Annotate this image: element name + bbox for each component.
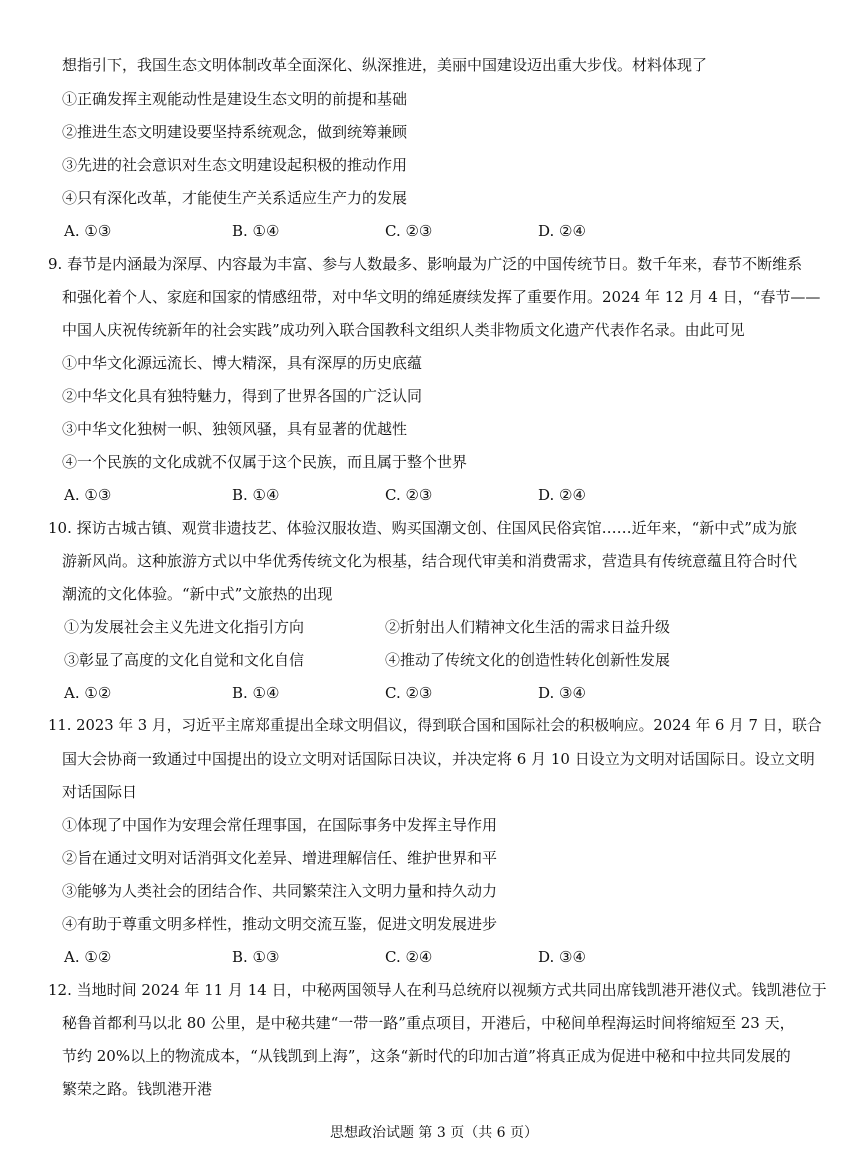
q11-option-b: B. ①③ [232,948,280,966]
q9-option-d: D. ②④ [538,486,586,504]
q9-item-2: ②中华文化具有独特魅力，得到了世界各国的广泛认同 [62,387,423,405]
q9-stem-line-1: 9. 春节是内涵最为深厚、内容最为丰富、参与人数最多、影响最为广泛的中国传统节日。数千年来，春节不断维系 [48,255,803,273]
q11-item-4: ④有助于尊重文明多样性，推动文明交流互鉴，促进文明发展进步 [62,915,498,933]
q9-stem-line-3: 中国人庆祝传统新年的社会实践”成功列入联合国教科文组织人类非物质文化遗产代表作名录。由此可见 [62,321,745,339]
q8-item-1: ①正确发挥主观能动性是建设生态文明的前提和基础 [62,90,408,108]
q11-item-2: ②旨在通过文明对话消弭文化差异、增进理解信任、维护世界和平 [62,849,498,867]
q8-stem-tail: 想指引下，我国生态文明体制改革全面深化、纵深推进，美丽中国建设迈出重大步伐。材料体现了 [62,56,708,74]
q10-item-4: ④推动了传统文化的创造性转化创新性发展 [385,651,671,669]
q11-option-d: D. ③④ [538,948,586,966]
q8-option-c: C. ②③ [385,222,433,240]
q9-option-a: A. ①③ [64,486,112,504]
q11-stem-line-1: 11. 2023 年 3 月，习近平主席郑重提出全球文明倡议，得到联合国和国际社会的积极响应。2024 年 6 月 7 日，联合 [48,717,822,734]
q10-stem-line-2: 游新风尚。这种旅游方式以中华优秀传统文化为根基，结合现代审美和消费需求，营造具有传统意蕴且符合时代 [62,552,798,570]
q11-stem-line-3: 对话国际日 [62,783,138,801]
q10-option-c: C. ②③ [385,684,433,702]
q8-option-b: B. ①④ [232,222,280,240]
q11-option-c: C. ②④ [385,948,433,966]
q10-option-a: A. ①② [64,684,112,702]
q9-stem-line-2: 和强化着个人、家庭和国家的情感纽带，对中华文明的绵延赓续发挥了重要作用。2024 年 12 月 4 日，“春节—— [62,288,821,306]
q10-option-b: B. ①④ [232,684,280,702]
q8-item-2: ②推进生态文明建设要坚持系统观念，做到统筹兼顾 [62,123,408,141]
q11-item-3: ③能够为人类社会的团结合作、共同繁荣注入文明力量和持久动力 [62,882,498,900]
q10-option-d: D. ③④ [538,684,586,702]
q8-item-4: ④只有深化改革，才能使生产关系适应生产力的发展 [62,189,408,207]
q10-item-1: ①为发展社会主义先进文化指引方向 [64,618,305,636]
q8-option-d: D. ②④ [538,222,586,240]
q9-item-3: ③中华文化独树一帜、独领风骚，具有显著的优越性 [62,420,408,438]
q11-option-a: A. ①② [64,948,112,966]
q10-item-3: ③彰显了高度的文化自觉和文化自信 [64,651,305,669]
q9-option-c: C. ②③ [385,486,433,504]
q12-stem-line-3: 节约 20%以上的物流成本，“从钱凯到上海”，这条“新时代的印加古道”将真正成为促进中秘和中拉共同发展的 [62,1047,791,1065]
q8-option-a: A. ①③ [64,222,112,240]
q12-stem-line-1: 12. 当地时间 2024 年 11 月 14 日，中秘两国领导人在利马总统府以视频方式共同出席钱凯港开港仪式。钱凯港位于 [48,981,827,999]
q11-stem-line-2: 国大会协商一致通过中国提出的设立文明对话国际日决议，并决定将 6 月 10 日设立为文明对话国际日。设立文明 [62,750,815,768]
page-footer: 思想政治试题 第 3 页（共 6 页） [329,1125,539,1141]
q12-stem-line-2: 秘鲁首都利马以北 80 公里，是中秘共建“一带一路”重点项目，开港后，中秘间单程海运时间将缩短至 23 天， [62,1014,795,1032]
q10-stem-line-3: 潮流的文化体验。“新中式”文旅热的出现 [62,585,333,603]
q12-stem-line-4: 繁荣之路。钱凯港开港 [62,1080,213,1098]
q9-option-b: B. ①④ [232,486,280,504]
q10-item-2: ②折射出人们精神文化生活的需求日益升级 [385,618,671,636]
q11-item-1: ①体现了中国作为安理会常任理事国，在国际事务中发挥主导作用 [62,816,498,834]
q9-item-1: ①中华文化源远流长、博大精深，具有深厚的历史底蕴 [62,354,423,372]
q10-stem-line-1: 10. 探访古城古镇、观赏非遗技艺、体验汉服妆造、购买国潮文创、住国风民俗宾馆……近年来，“新中式”成为旅 [48,519,797,537]
q8-item-3: ③先进的社会意识对生态文明建设起积极的推动作用 [62,156,408,174]
q9-item-4: ④一个民族的文化成就不仅属于这个民族，而且属于整个世界 [62,453,468,471]
